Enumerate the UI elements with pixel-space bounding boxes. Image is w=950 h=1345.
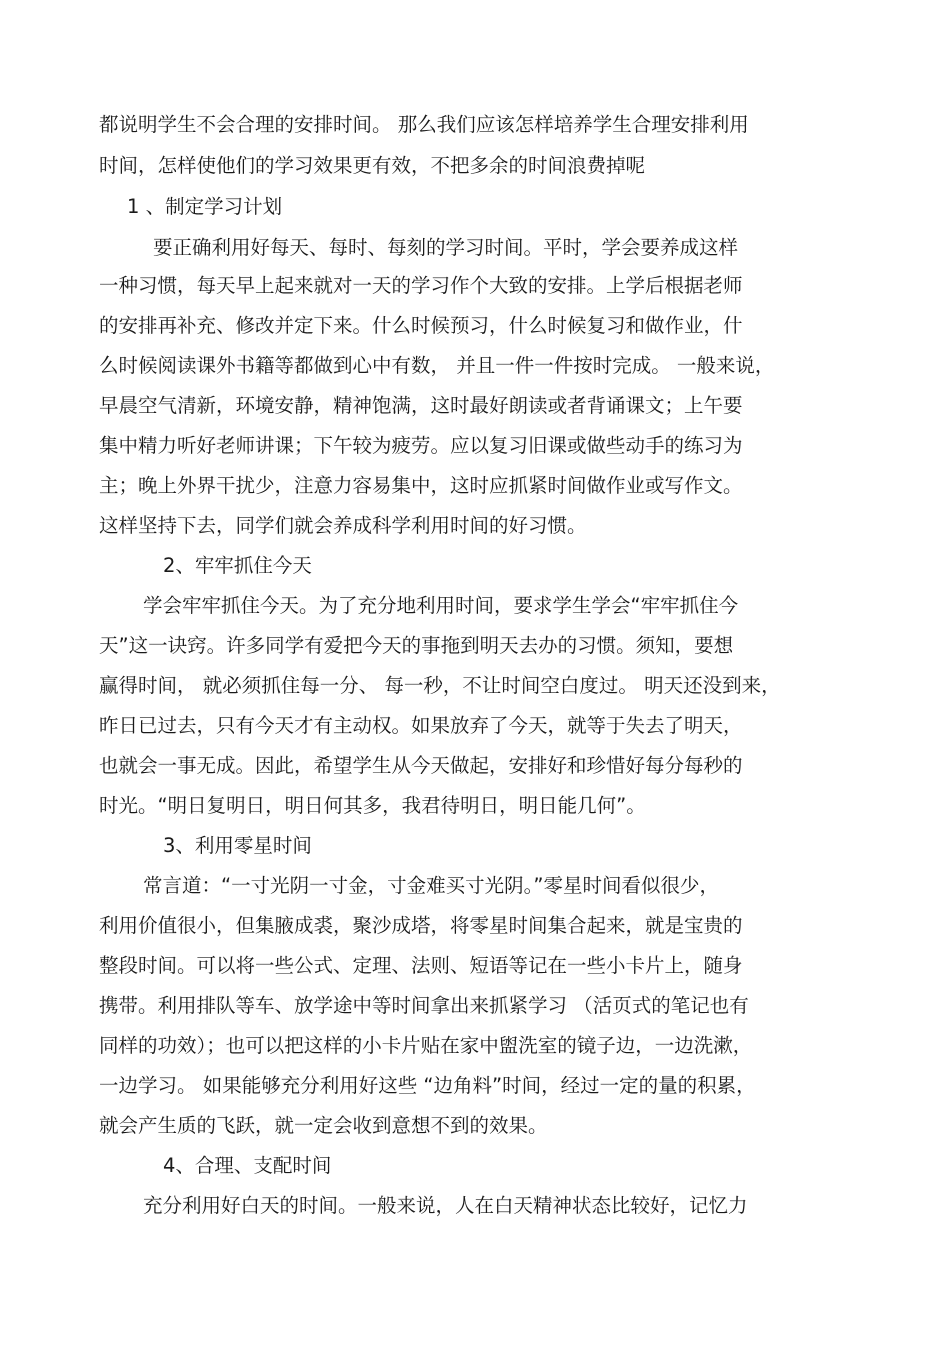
text-line: 主；晚上外界干扰少，注意力容易集中，这时应抓紧时间做作业或写作文。: [99, 474, 743, 497]
section-heading: 2、牢牢抓住今天: [163, 554, 312, 577]
text-line: 充分利用好白天的时间。一般来说，人在白天精神状态比较好，记忆力: [143, 1194, 748, 1217]
text-line: 集中精力听好老师讲课；下午较为疲劳。应以复习旧课或做些动手的练习为: [99, 434, 743, 457]
text-line: 赢得时间， 就必须抓住每一分、 每一秒，不让时间空白度过。 明天还没到来，: [99, 674, 781, 697]
text-line: 整段时间。可以将一些公式、定理、法则、短语等记在一些小卡片上，随身: [99, 954, 743, 977]
section-heading: 4、合理、支配时间: [163, 1154, 332, 1177]
text-line: 学会牢牢抓住今天。为了充分地利用时间，要求学生学会“牢牢抓住今: [143, 594, 739, 617]
section-heading: 1 、制定学习计划: [127, 195, 283, 218]
text-line: 一种习惯，每天早上起来就对一天的学习作个大致的安排。上学后根据老师: [99, 274, 743, 297]
text-line: 同样的功效）；也可以把这样的小卡片贴在家中盥洗室的镜子边，一边洗漱，: [99, 1034, 753, 1057]
text-line: 时间，怎样使他们的学习效果更有效，不把多余的时间浪费掉呢: [99, 154, 646, 177]
text-line: 么时候阅读课外书籍等都做到心中有数， 并且一件一件按时完成。 一般来说，: [99, 354, 775, 377]
text-line: 常言道：“一寸光阴一寸金，寸金难买寸光阴。”零星时间看似很少，: [143, 874, 719, 897]
text-line: 天”这一诀窍。许多同学有爱把今天的事拖到明天去办的习惯。须知，要想: [99, 634, 734, 657]
text-line: 携带。利用排队等车、放学途中等时间拿出来抓紧学习 （活页式的笔记也有: [99, 994, 749, 1017]
text-line: 要正确利用好每天、每时、每刻的学习时间。平时，学会要养成这样: [153, 236, 739, 259]
text-line: 的安排再补充、修改并定下来。什么时候预习，什么时候复习和做作业，什: [99, 314, 743, 337]
text-line: 时光。“明日复明日，明日何其多，我君待明日，明日能几何”。: [99, 794, 646, 817]
text-line: 一边学习。 如果能够充分利用好这些 “边角料”时间，经过一定的量的积累，: [99, 1074, 756, 1097]
text-line: 也就会一事无成。因此，希望学生从今天做起，安排好和珍惜好每分每秒的: [99, 754, 743, 777]
text-line: 昨日已过去，只有今天才有主动权。如果放弃了今天，就等于失去了明天，: [99, 714, 743, 737]
text-line: 早晨空气清新，环境安静，精神饱满，这时最好朗读或者背诵课文；上午要: [99, 394, 743, 417]
text-line: 都说明学生不会合理的安排时间。 那么我们应该怎样培养学生合理安排利用: [99, 113, 749, 136]
text-line: 就会产生质的飞跃，就一定会收到意想不到的效果。: [99, 1114, 548, 1137]
text-line: 这样坚持下去，同学们就会养成科学利用时间的好习惯。: [99, 514, 587, 537]
section-heading: 3、利用零星时间: [163, 834, 312, 857]
text-line: 利用价值很小，但集腋成裘，聚沙成塔，将零星时间集合起来，就是宝贵的: [99, 914, 743, 937]
